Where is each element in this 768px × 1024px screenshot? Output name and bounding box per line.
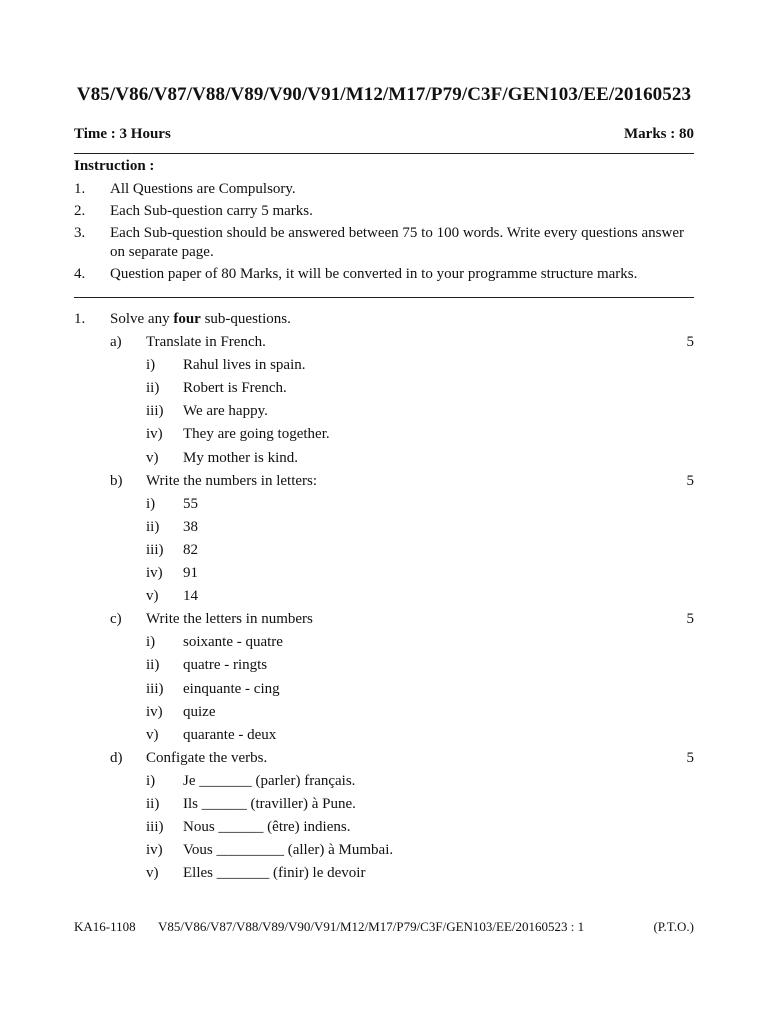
item-text: quarante - deux xyxy=(183,726,277,743)
question-prompt-end: sub-questions. xyxy=(200,311,291,327)
list-item xyxy=(74,770,694,793)
item-text: 38 xyxy=(183,518,198,535)
divider-top xyxy=(74,153,694,154)
item-text: 14 xyxy=(183,588,198,605)
instruction-text: Each Sub-question should be answered between 75 to 100 words. Write every questions answer on separate page. xyxy=(110,225,684,260)
item-text: They are going together. xyxy=(183,426,330,443)
item-number: i) xyxy=(146,634,156,651)
marks-label: Marks : 80 xyxy=(624,126,694,142)
item-text: Robert is French. xyxy=(183,380,287,397)
item-number: i) xyxy=(146,772,156,789)
list-item xyxy=(74,678,694,701)
list-item xyxy=(74,816,694,839)
item-text: Vous _________ (aller) à Mumbai. xyxy=(183,842,394,859)
question-number: 1. xyxy=(74,311,86,327)
list-item xyxy=(74,516,694,539)
instruction-item xyxy=(74,224,694,262)
question-prompt xyxy=(110,308,291,331)
item-number: iii) xyxy=(146,541,164,558)
question-prompt-emphasis: four xyxy=(173,311,201,327)
item-text: Nous ______ (être) indiens. xyxy=(183,819,351,836)
list-item xyxy=(74,839,694,862)
list-item xyxy=(74,539,694,562)
instruction-number: 4. xyxy=(74,266,86,282)
item-number: iv) xyxy=(146,703,163,720)
instruction-list xyxy=(74,180,694,287)
instruction-item xyxy=(74,265,694,284)
subquestion-text: Write the letters in numbers xyxy=(146,611,313,628)
item-text: 55 xyxy=(183,495,198,512)
item-number: i) xyxy=(146,357,156,374)
item-text: 91 xyxy=(183,565,198,582)
list-item xyxy=(74,423,694,446)
instruction-number: 1. xyxy=(74,181,86,197)
subquestion-marks: 5 xyxy=(686,611,694,628)
instruction-heading: Instruction : xyxy=(74,158,155,174)
subquestion-letter: a) xyxy=(110,334,122,351)
subquestion-marks: 5 xyxy=(686,749,694,766)
item-text: Ils ______ (traviller) à Pune. xyxy=(183,795,356,812)
question-section xyxy=(74,308,694,885)
item-text: Elles _______ (finir) le devoir xyxy=(183,865,366,882)
footer-pto: (P.T.O.) xyxy=(653,919,694,934)
item-number: ii) xyxy=(146,380,160,397)
footer-code: KA16-1108 xyxy=(74,919,136,934)
divider-bottom xyxy=(74,297,694,298)
subquestion-text: Translate in French. xyxy=(146,334,266,351)
subquestion-c xyxy=(74,608,694,631)
subquestion-marks: 5 xyxy=(686,334,694,351)
list-item xyxy=(74,724,694,747)
list-item xyxy=(74,400,694,423)
subquestion-text: Configate the verbs. xyxy=(146,749,268,766)
item-text: Rahul lives in spain. xyxy=(183,357,306,374)
item-number: iii) xyxy=(146,680,164,697)
instruction-item xyxy=(74,202,694,221)
instruction-number: 3. xyxy=(74,225,86,241)
paper-code-title: V85/V86/V87/V88/V89/V90/V91/M12/M17/P79/C3F/GEN103/EE/20160523 xyxy=(76,84,692,105)
question-prompt-start: Solve any xyxy=(110,311,174,327)
item-text: quize xyxy=(183,703,216,720)
question-line xyxy=(74,308,694,331)
list-item xyxy=(74,654,694,677)
subquestion-a xyxy=(74,331,694,354)
list-item xyxy=(74,377,694,400)
item-number: v) xyxy=(146,588,159,605)
item-text: Je _______ (parler) français. xyxy=(183,772,356,789)
item-text: We are happy. xyxy=(183,403,268,420)
list-item xyxy=(74,562,694,585)
instruction-text: All Questions are Compulsory. xyxy=(110,181,296,197)
item-number: ii) xyxy=(146,657,160,674)
instruction-number: 2. xyxy=(74,203,86,219)
subquestion-text: Write the numbers in letters: xyxy=(146,472,318,489)
list-item xyxy=(74,447,694,470)
list-item xyxy=(74,493,694,516)
subquestion-letter: b) xyxy=(110,472,123,489)
subquestion-marks: 5 xyxy=(686,472,694,489)
item-number: iii) xyxy=(146,403,164,420)
list-item xyxy=(74,354,694,377)
item-number: iv) xyxy=(146,565,163,582)
instruction-text: Question paper of 80 Marks, it will be converted in to your programme structure marks. xyxy=(110,266,638,282)
list-item xyxy=(74,631,694,654)
subquestion-d xyxy=(74,747,694,770)
list-item xyxy=(74,793,694,816)
item-number: v) xyxy=(146,865,159,882)
item-text: quatre - ringts xyxy=(183,657,268,674)
item-number: ii) xyxy=(146,795,160,812)
subquestion-b xyxy=(74,470,694,493)
item-text: 82 xyxy=(183,541,198,558)
item-number: v) xyxy=(146,726,159,743)
item-number: ii) xyxy=(146,518,160,535)
item-number: iv) xyxy=(146,842,163,859)
instruction-item xyxy=(74,180,694,199)
time-label: Time : 3 Hours xyxy=(74,126,171,142)
item-number: iii) xyxy=(146,819,164,836)
item-text: einquante - cing xyxy=(183,680,280,697)
list-item xyxy=(74,701,694,724)
item-number: v) xyxy=(146,449,159,466)
subquestion-letter: c) xyxy=(110,611,122,628)
item-number: i) xyxy=(146,495,156,512)
list-item xyxy=(74,585,694,608)
instruction-text: Each Sub-question carry 5 marks. xyxy=(110,203,313,219)
footer-page-ref: V85/V86/V87/V88/V89/V90/V91/M12/M17/P79/C3F/GEN103/EE/20160523 : 1 xyxy=(158,919,585,934)
list-item xyxy=(74,862,694,885)
item-text: My mother is kind. xyxy=(183,449,298,466)
item-text: soixante - quatre xyxy=(183,634,283,651)
item-number: iv) xyxy=(146,426,163,443)
subquestion-letter: d) xyxy=(110,749,123,766)
